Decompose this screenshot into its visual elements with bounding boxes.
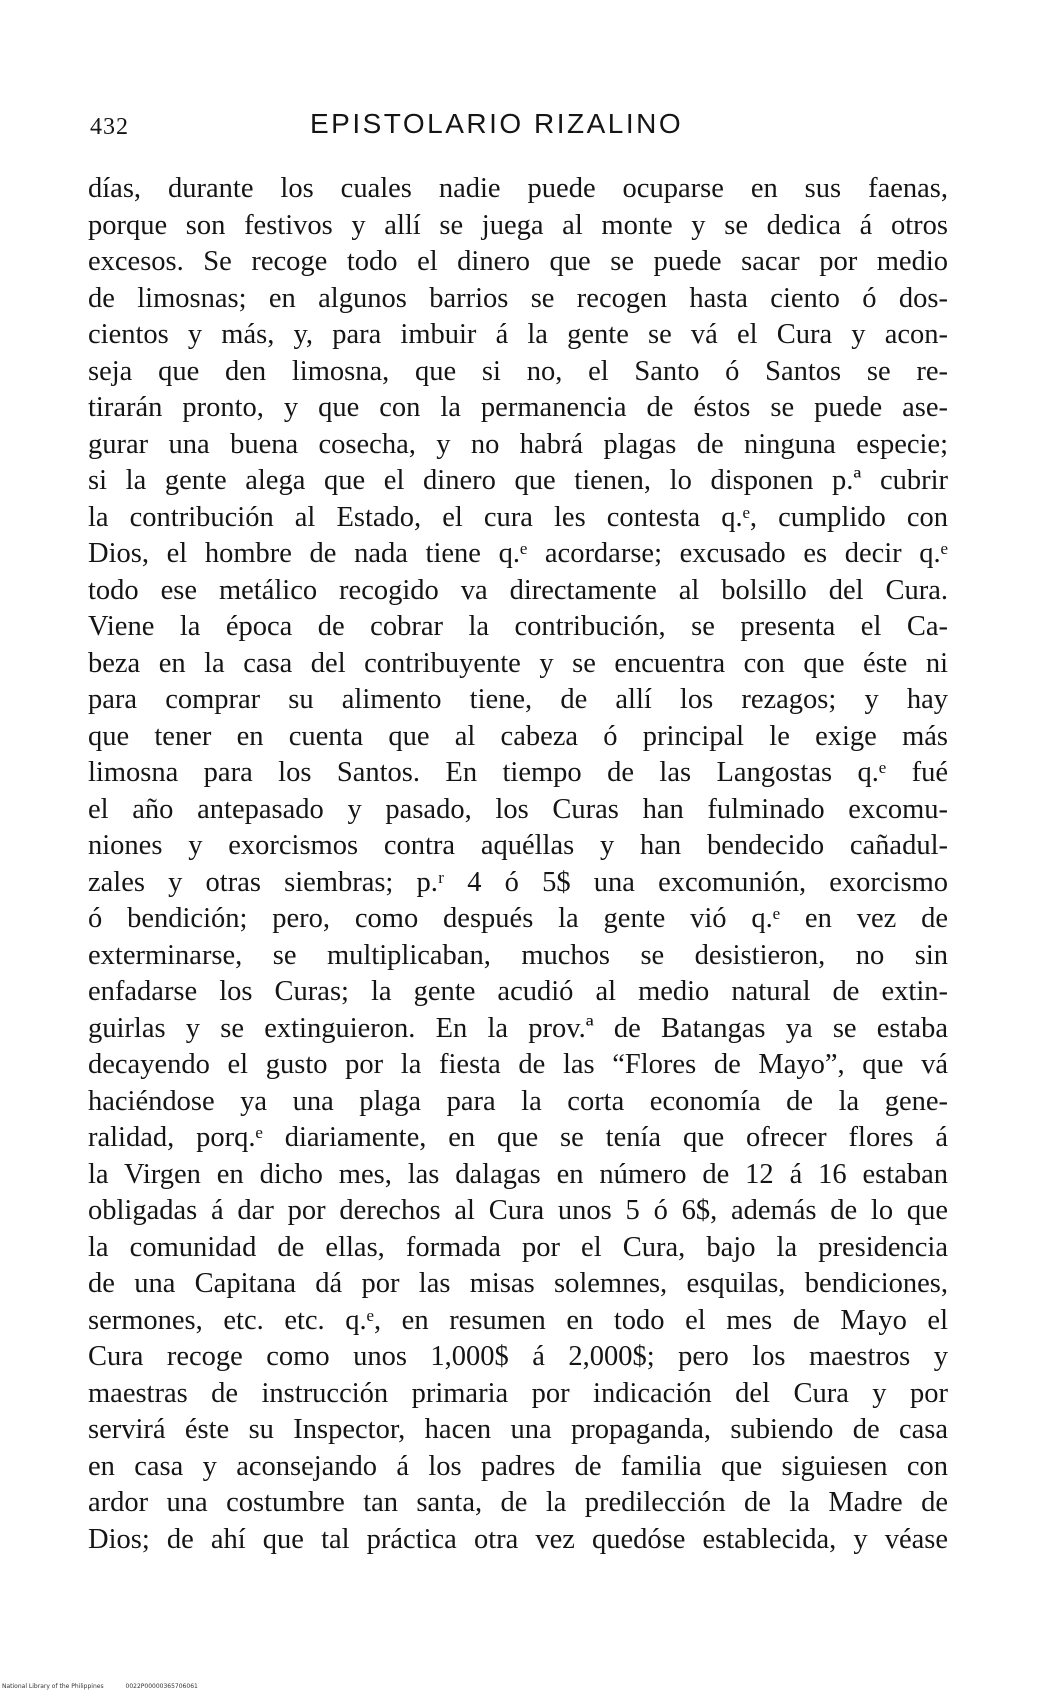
- text-line: la Virgen en dicho mes, las dalagas en número de 12 á 16 estaban: [88, 1158, 948, 1190]
- page-header: [90, 108, 950, 148]
- text-line: si la gente alega que el dinero que tienen, lo disponen p.ª cubrir: [88, 465, 948, 496]
- running-title: EPISTOLARIO RIZALINO: [310, 108, 684, 139]
- text-line: cientos y más, y, para imbuir á la gente se vá el Cura y acon-: [88, 319, 948, 350]
- text-line: en casa y aconsejando á los padres de familia que siguiesen con: [88, 1450, 948, 1482]
- text-line: Dios, el hombre de nada tiene q.ᵉ acordarse; excusado es decir q.ᵉ: [88, 538, 948, 569]
- text-line: maestras de instrucción primaria por indicación del Cura y por: [88, 1377, 948, 1409]
- text-line: obligadas á dar por derechos al Cura unos 5 ó 6$, además de lo que: [88, 1195, 948, 1226]
- text-line: el año antepasado y pasado, los Curas han fulminado excomu-: [88, 793, 948, 825]
- text-line: gurar una buena cosecha, y no habrá plagas de ninguna especie;: [88, 428, 948, 460]
- text-line: de limosnas; en algunos barrios se recogen hasta ciento ó dos-: [88, 282, 948, 314]
- text-line: la contribución al Estado, el cura les contesta q.ᵉ, cumplido con: [88, 501, 948, 533]
- text-line: servirá éste su Inspector, hacen una propaganda, subiendo de casa: [88, 1414, 948, 1445]
- text-line: excesos. Se recoge todo el dinero que se puede sacar por medio: [88, 246, 948, 277]
- text-line: Cura recoge como unos 1,000$ á 2,000$; pero los maestros y: [88, 1341, 948, 1372]
- text-line: niones y exorcismos contra aquéllas y han bendecido cañadul-: [88, 830, 948, 861]
- text-line: de una Capitana dá por las misas solemnes, esquilas, bendiciones,: [88, 1268, 948, 1299]
- text-line: limosna para los Santos. En tiempo de las Langostas q.ᵉ fué: [88, 757, 948, 788]
- text-line: exterminarse, se multiplicaban, muchos se desistieron, no sin: [88, 939, 948, 971]
- text-line: haciéndose ya una plaga para la corta economía de la gene-: [88, 1085, 948, 1117]
- text-line: tirarán pronto, y que con la permanencia de éstos se puede ase-: [88, 392, 948, 423]
- text-line: porque son festivos y allí se juega al monte y se dedica á otros: [88, 209, 948, 241]
- body-text: [88, 171, 948, 1558]
- text-line: sermones, etc. etc. q.ᵉ, en resumen en todo el mes de Mayo el: [88, 1304, 948, 1336]
- footer-library: National Library of the Philippines: [2, 1683, 104, 1690]
- text-line: que tener en cuenta que al cabeza ó principal le exige más: [88, 720, 948, 752]
- text-line: enfadarse los Curas; la gente acudió al medio natural de extin-: [88, 976, 948, 1007]
- text-line: seja que den limosna, que si no, el Santo ó Santos se re-: [88, 355, 948, 387]
- text-line: zales y otras siembras; p.ʳ 4 ó 5$ una excomunión, exorcismo: [88, 866, 948, 898]
- text-line: días, durante los cuales nadie puede ocuparse en sus faenas,: [88, 173, 948, 204]
- text-line: guirlas y se extinguieron. En la prov.ª de Batangas ya se estaba: [88, 1012, 948, 1044]
- footer: [2, 1683, 218, 1690]
- text-line: beza en la casa del contribuyente y se encuentra con que éste ni: [88, 647, 948, 679]
- text-line: Dios; de ahí que tal práctica otra vez quedóse establecida, y véase: [88, 1523, 948, 1555]
- text-line: ralidad, porq.ᵉ diariamente, en que se tenía que ofrecer flores á: [88, 1122, 948, 1153]
- text-line: decayendo el gusto por la fiesta de las “Flores de Mayo”, que vá: [88, 1049, 948, 1080]
- text-line: para comprar su alimento tiene, de allí los rezagos; y hay: [88, 684, 948, 715]
- text-line: Viene la época de cobrar la contribución, se presenta el Ca-: [88, 611, 948, 642]
- text-line: ó bendición; pero, como después la gente vió q.ᵉ en vez de: [88, 903, 948, 934]
- footer-code: 0022P00000365706061: [125, 1683, 198, 1690]
- text-line: ardor una costumbre tan santa, de la predilección de la Madre de: [88, 1487, 948, 1518]
- page-number: 432: [90, 114, 129, 140]
- text-line: todo ese metálico recogido va directamente al bolsillo del Cura.: [88, 574, 948, 606]
- text-line: la comunidad de ellas, formada por el Cura, bajo la presidencia: [88, 1231, 948, 1263]
